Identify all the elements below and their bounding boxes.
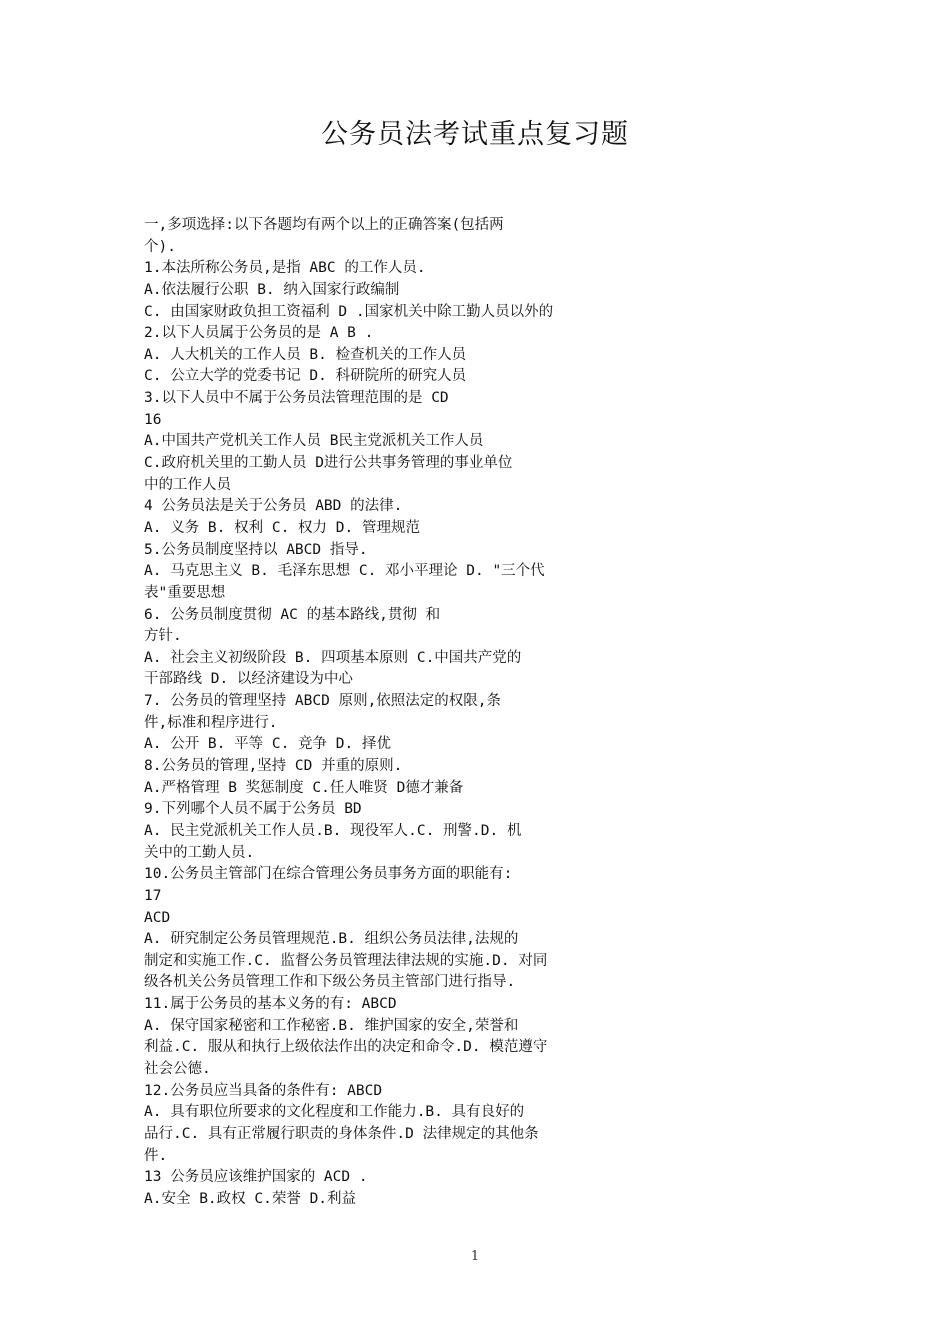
text-line: A. 研究制定公务员管理规范.B. 组织公务员法律,法规的 xyxy=(144,931,519,948)
text-line: 9.下列哪个人员不属于公务员 BD xyxy=(144,801,362,818)
text-line: ACD xyxy=(144,909,171,926)
text-line: 中的工作人员 xyxy=(144,476,231,493)
text-line: 利益.C. 服从和执行上级依法作出的决定和命令.D. 模范遵守 xyxy=(144,1039,548,1056)
text-line: 个). xyxy=(144,238,176,255)
text-line: 17 xyxy=(144,887,162,904)
text-line: 关中的工勤人员. xyxy=(144,844,255,861)
text-line: C. 公立大学的党委书记 D. 科研院所的研究人员 xyxy=(144,368,467,385)
text-line: C.政府机关里的工勤人员 D进行公共事务管理的事业单位 xyxy=(144,455,513,472)
text-line: A. 社会主义初级阶段 B. 四项基本原则 C.中国共产党的 xyxy=(144,649,522,666)
text-line: 方针. xyxy=(144,628,182,645)
text-line: A.依法履行公职 B. 纳入国家行政编制 xyxy=(144,281,400,298)
text-line: C. 由国家财政负担工资福利 D .国家机关中除工勤人员以外的 xyxy=(144,303,554,320)
text-line: 件. xyxy=(144,1147,168,1164)
text-line: 件,标准和程序进行. xyxy=(144,714,278,731)
text-line: 一,多项选择:以下各题均有两个以上的正确答案(包括两 xyxy=(144,217,504,233)
text-line: 5.公务员制度坚持以 ABCD 指导. xyxy=(144,541,368,558)
text-line: A. 具有职位所要求的文化程度和工作能力.B. 具有良好的 xyxy=(144,1104,525,1121)
text-line: A. 民主党派机关工作人员.B. 现役军人.C. 刑警.D. 机 xyxy=(144,822,522,839)
text-line: 11.属于公务员的基本义务的有: ABCD xyxy=(144,996,397,1013)
text-line: 8.公务员的管理,坚持 CD 并重的原则. xyxy=(144,758,403,775)
text-line: 10.公务员主管部门在综合管理公务员事务方面的职能有: xyxy=(144,866,513,883)
text-line: 16 xyxy=(144,411,162,428)
text-line: A. 马克思主义 B. 毛泽东思想 C. 邓小平理论 D. "三个代 xyxy=(144,563,545,580)
text-line: A. 公开 B. 平等 C. 竞争 D. 择优 xyxy=(144,736,391,753)
document-body xyxy=(144,215,624,1210)
text-line: 4 公务员法是关于公务员 ABD 的法律. xyxy=(144,498,403,515)
text-line: 7. 公务员的管理坚持 ABCD 原则,依照法定的权限,条 xyxy=(144,693,502,710)
text-line: 社会公德. xyxy=(144,1060,211,1077)
text-line: 级各机关公务员管理工作和下级公务员主管部门进行指导. xyxy=(144,974,516,991)
text-line: A.中国共产党机关工作人员 B民主党派机关工作人员 xyxy=(144,433,484,450)
text-line: A. 人大机关的工作人员 B. 检查机关的工作人员 xyxy=(144,346,467,363)
text-line: 13 公务员应该维护国家的 ACD . xyxy=(144,1169,368,1186)
text-line: 干部路线 D. 以经济建设为中心 xyxy=(144,671,353,688)
text-line: A.安全 B.政权 C.荣誉 D.利益 xyxy=(144,1190,357,1207)
text-line: 3.以下人员中不属于公务员法管理范围的是 CD xyxy=(144,390,449,407)
text-line: A. 保守国家秘密和工作秘密.B. 维护国家的安全,荣誉和 xyxy=(144,1017,519,1034)
text-line: 6. 公务员制度贯彻 AC 的基本路线,贯彻 和 xyxy=(144,606,441,623)
text-line: A. 义务 B. 权利 C. 权力 D. 管理规范 xyxy=(144,519,420,536)
text-line: 表"重要思想 xyxy=(144,584,226,601)
text-line: 品行.C. 具有正常履行职责的身体条件.D 法律规定的其他条 xyxy=(144,1125,539,1142)
text-line: 2.以下人员属于公务员的是 A B . xyxy=(144,325,374,342)
text-line: 1.本法所称公务员,是指 ABC 的工作人员. xyxy=(144,260,426,277)
text-line: A.严格管理 B 奖惩制度 C.任人唯贤 D德才兼备 xyxy=(144,779,464,796)
page-number: 1 xyxy=(470,1249,480,1264)
text-line: 12.公务员应当具备的条件有: ABCD xyxy=(144,1082,383,1099)
document-title: 公务员法考试重点复习题 xyxy=(321,119,629,150)
text-line: 制定和实施工作.C. 监督公务员管理法律法规的实施.D. 对同 xyxy=(144,952,548,969)
